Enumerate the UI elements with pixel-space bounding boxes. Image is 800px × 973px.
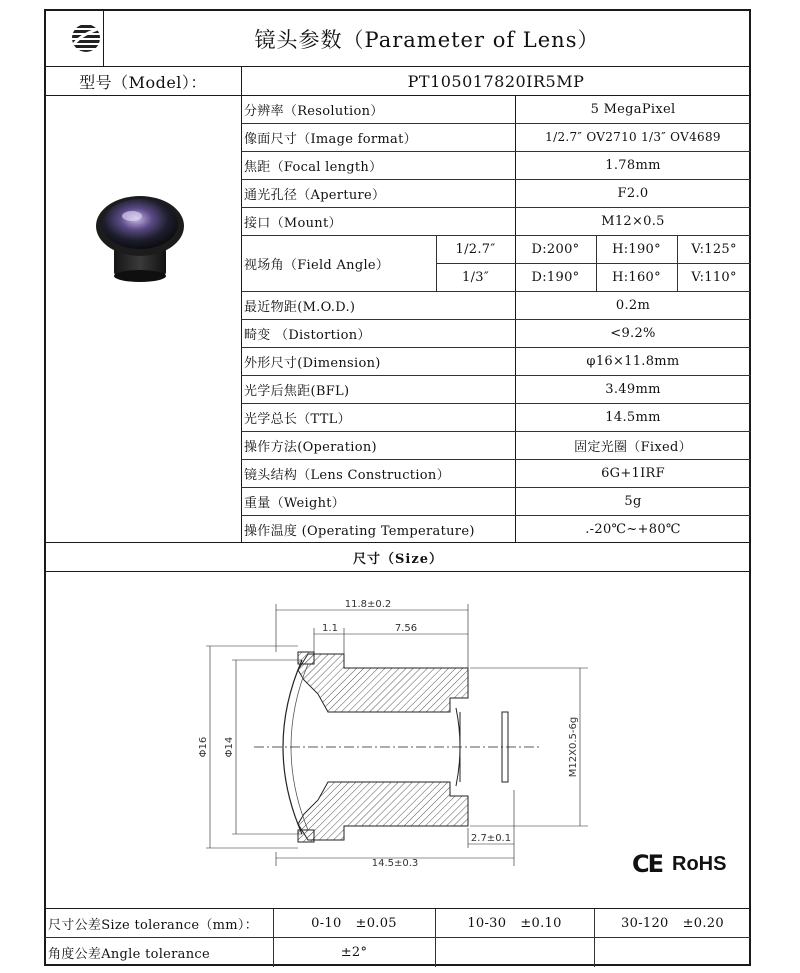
spec-value-temperature: .-20℃~+80℃ xyxy=(585,521,681,537)
spec-value-aperture: F2.0 xyxy=(617,185,649,201)
lens-photo xyxy=(92,190,188,286)
dim-back: 2.7±0.1 xyxy=(470,833,512,844)
tolerance-range-1-span: 0-10 xyxy=(311,915,342,931)
spec-value-mod: 0.2m xyxy=(615,297,651,313)
dim-ttl: 14.5±0.3 xyxy=(371,858,419,869)
spec-label-resolution: 分辨率（Resolution） xyxy=(244,103,384,119)
tolerance-range-3-span: 30-120 xyxy=(621,915,669,931)
fov-format-2: 1/3″ xyxy=(462,269,489,285)
fov-v-2: V:110° xyxy=(691,269,737,285)
size-tolerance-label: 尺寸公差Size tolerance（mm）： xyxy=(48,917,259,933)
tolerance-range-2 xyxy=(435,909,594,937)
tolerance-range-2-value: ±0.10 xyxy=(520,915,562,931)
dim-inner-dia: Φ14 xyxy=(224,736,235,758)
spec-label-ttl: 光学总长（TTL） xyxy=(244,411,351,427)
lens-dimension-drawing xyxy=(180,590,610,875)
spec-value-mount: M12×0.5 xyxy=(601,213,665,229)
spec-label-focal-length: 焦距（Focal length） xyxy=(244,159,383,175)
angle-tolerance-label: 角度公差Angle tolerance xyxy=(48,946,210,962)
tolerance-range-1-value: ±0.05 xyxy=(355,915,397,931)
model-label: 型号（Model）： xyxy=(79,72,207,92)
rohs-mark: RoHS xyxy=(672,853,727,875)
tolerance-range-2-span: 10-30 xyxy=(467,915,507,931)
spec-label-dimension: 外形尺寸(Dimension) xyxy=(244,355,381,371)
spec-value-image-format: 1/2.7″ OV2710 1/3″ OV4689 xyxy=(545,130,721,144)
spec-value-construction: 6G+1IRF xyxy=(601,465,665,481)
spec-value-ttl: 14.5mm xyxy=(605,409,661,425)
spec-label-distortion: 畸变 （Distortion） xyxy=(244,327,371,343)
spec-label-mount: 接口（Mount） xyxy=(244,215,342,231)
ce-mark: CE xyxy=(632,850,663,878)
spec-label-temperature: 操作温度 (Operating Temperature) xyxy=(244,523,475,539)
dim-body: 7.56 xyxy=(394,623,418,634)
dim-outer-dia: Φ16 xyxy=(198,736,209,758)
spec-label-image-format: 像面尺寸（Image format） xyxy=(244,131,417,147)
tolerance-range-3-value: ±0.20 xyxy=(682,915,724,931)
spec-value-weight: 5g xyxy=(624,493,642,509)
spec-value-bfl: 3.49mm xyxy=(605,381,661,397)
spec-label-construction: 镜头结构（Lens Construction） xyxy=(244,467,450,483)
spec-label-weight: 重量（Weight） xyxy=(244,495,346,511)
spec-label-field-angle: 视场角（Field Angle） xyxy=(244,257,390,273)
fov-d-2: D:190° xyxy=(531,269,580,285)
spec-value-dimension: φ16×11.8mm xyxy=(586,353,680,369)
spec-value-focal-length: 1.78mm xyxy=(605,157,661,173)
spec-label-operation: 操作方法(Operation) xyxy=(244,439,377,455)
dim-overall-length: 11.8±0.2 xyxy=(344,599,392,610)
dim-flange: 1.1 xyxy=(322,623,338,634)
company-logo xyxy=(70,22,102,54)
tolerance-range-3 xyxy=(594,909,751,937)
page-title: 镜头参数（Parameter of Lens） xyxy=(254,28,600,52)
size-heading: 尺寸（Size） xyxy=(353,551,443,567)
fov-format-1: 1/2.7″ xyxy=(455,241,496,257)
dim-thread: M12X0.5-6g xyxy=(568,716,579,778)
angle-tolerance-value: ±2° xyxy=(340,944,368,960)
spec-label-aperture: 通光孔径（Aperture） xyxy=(244,187,386,203)
spec-value-operation: 固定光圈（Fixed） xyxy=(574,439,692,455)
spec-value-resolution: 5 MegaPixel xyxy=(590,101,676,117)
fov-h-1: H:190° xyxy=(612,241,661,257)
tolerance-range-1 xyxy=(273,909,435,937)
spec-label-bfl: 光学后焦距(BFL) xyxy=(244,383,350,399)
model-value: PT105017820IR5MP xyxy=(407,71,585,91)
fov-d-1: D:200° xyxy=(531,241,580,257)
spec-label-mod: 最近物距(M.O.D.) xyxy=(244,299,356,315)
fov-h-2: H:160° xyxy=(612,269,661,285)
spec-value-distortion: <9.2% xyxy=(610,325,656,341)
fov-v-1: V:125° xyxy=(691,241,737,257)
